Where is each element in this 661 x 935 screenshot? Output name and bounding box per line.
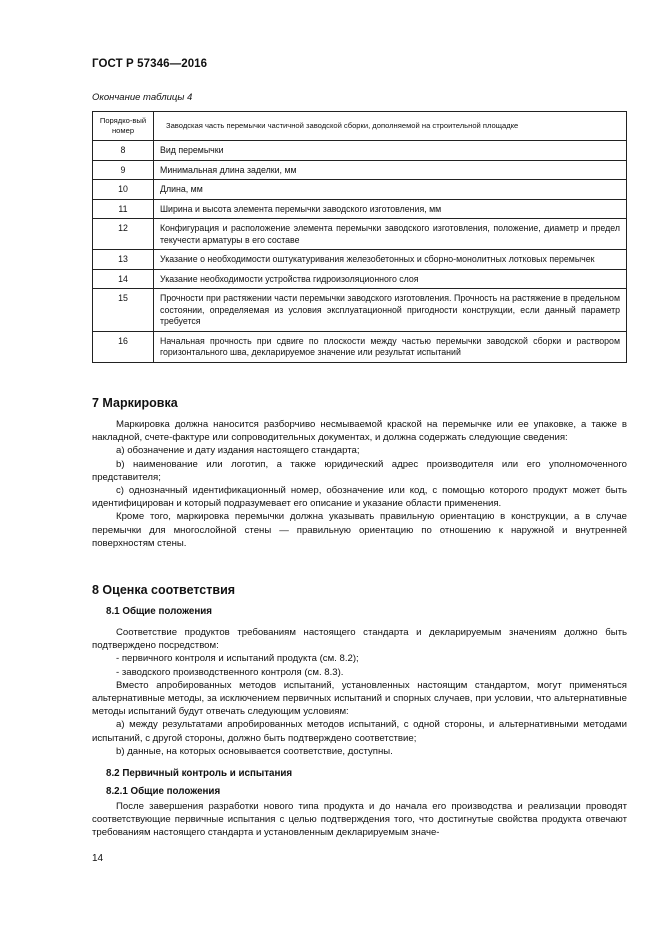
section-8-2-heading: 8.2 Первичный контроль и испытания xyxy=(106,768,293,779)
row-number: 14 xyxy=(93,269,154,289)
list-item: а) обозначение и дату издания настоящего стандарта; xyxy=(116,445,360,457)
section-8-2-1-body xyxy=(92,800,627,840)
table-header-number: Порядко-вый номер xyxy=(93,112,154,141)
row-text: Конфигурация и расположение элемента перемычки заводского изготовления, положение, диаметр и предел текучести арматуры в его составе xyxy=(154,219,627,250)
row-number: 9 xyxy=(93,160,154,180)
paragraph: Маркировка должна наносится разборчиво несмываемой краской на перемычке или ее упаковке, а также в накладной, счете-фактуре или сопроводительных документах, и должна содержать следующие сведения: xyxy=(92,419,627,444)
table-row xyxy=(93,219,627,250)
row-number: 15 xyxy=(93,289,154,332)
list-item: а) между результатами апробированных методов испытаний, с одной стороны, и альтернативными методами испытаний, с другой стороны, должно быть подтверждено соответствие; xyxy=(92,719,627,744)
table-caption: Окончание таблицы 4 xyxy=(92,92,193,103)
list-item: с) однозначный идентификационный номер, обозначение или код, с помощью которого продукт может быть идентифицирован и который подразумевает его описание и указание области применения. xyxy=(92,485,627,510)
document-header: ГОСТ Р 57346—2016 xyxy=(92,58,208,70)
section-8-1-heading: 8.1 Общие положения xyxy=(106,606,213,617)
row-number: 12 xyxy=(93,219,154,250)
section-7-heading: 7 Маркировка xyxy=(92,396,178,410)
table-row xyxy=(93,160,627,180)
row-number: 11 xyxy=(93,199,154,219)
list-item: - заводского производственного контроля (см. 8.3). xyxy=(116,666,344,678)
row-text: Минимальная длина заделки, мм xyxy=(154,160,627,180)
row-text: Вид перемычки xyxy=(154,141,627,161)
row-number: 8 xyxy=(93,141,154,161)
row-number: 16 xyxy=(93,331,154,362)
section-8-1-body xyxy=(92,626,627,758)
spec-table xyxy=(92,111,627,363)
row-text: Длина, мм xyxy=(154,180,627,200)
table-row xyxy=(93,250,627,270)
table-row xyxy=(93,199,627,219)
page-number: 14 xyxy=(92,853,104,864)
row-number: 10 xyxy=(93,180,154,200)
section-8-2-1-heading: 8.2.1 Общие положения xyxy=(106,786,221,797)
paragraph: Вместо апробированных методов испытаний, установленных настоящим стандартом, могут применяться альтернативные методы, за исключением первичных испытаний и спорных случаев, при условии, что альтернативные методы испытаний будут отвечать следующим условиям: xyxy=(92,679,627,718)
paragraph: Соответствие продуктов требованиям настоящего стандарта и декларируемым значениям должно быть подтверждено посредством: xyxy=(92,627,627,652)
row-text: Указание необходимости устройства гидроизоляционного слоя xyxy=(154,269,627,289)
paragraph: Кроме того, маркировка перемычки должна указывать правильную ориентацию в конструкции, а в случае перемычки для многослойной стены — правильную ориентацию по отношению к наружной и внутренней поверхностям стены. xyxy=(92,511,627,549)
list-item: - первичного контроля и испытаний продукта (см. 8.2); xyxy=(116,653,359,665)
table-row xyxy=(93,289,627,332)
section-8-heading: 8 Оценка соответствия xyxy=(92,583,236,597)
table-row xyxy=(93,141,627,161)
row-text: Начальная прочность при сдвиге по плоскости между частью перемычки заводской сборки и раствором горизонтального шва, декларируемое значение или результат испытаний xyxy=(154,331,627,362)
row-text: Указание о необходимости оштукатуривания железобетонных и сборно-монолитных лотковых перемычек xyxy=(154,250,627,270)
paragraph: После завершения разработки нового типа продукта и до начала его производства и реализации проводят соответствующие первичные испытания с целью подтверждения того, что достигнутые свойства продукта отвечают требованиям настоящего стандарта и установленным декларируемым значе- xyxy=(92,801,627,839)
table-header-description: Заводская часть перемычки частичной заводской сборки, дополняемой на строительной площадке xyxy=(154,112,627,141)
table-row xyxy=(93,331,627,362)
row-text: Ширина и высота элемента перемычки заводского изготовления, мм xyxy=(154,199,627,219)
list-item: b) наименование или логотип, а также юридический адрес производителя или его уполномоченного представителя; xyxy=(92,458,627,483)
section-7-body xyxy=(92,418,627,550)
table-row xyxy=(93,180,627,200)
row-number: 13 xyxy=(93,250,154,270)
table-row xyxy=(93,269,627,289)
row-text: Прочности при растяжении части перемычки заводского изготовления. Прочность на растяжение в предельном состоянии, определяемая из условия эксплуатационной пригодности конструкции, если данный параметр требуется xyxy=(154,289,627,332)
list-item: b) данные, на которых основывается соответствие, доступны. xyxy=(116,745,393,757)
